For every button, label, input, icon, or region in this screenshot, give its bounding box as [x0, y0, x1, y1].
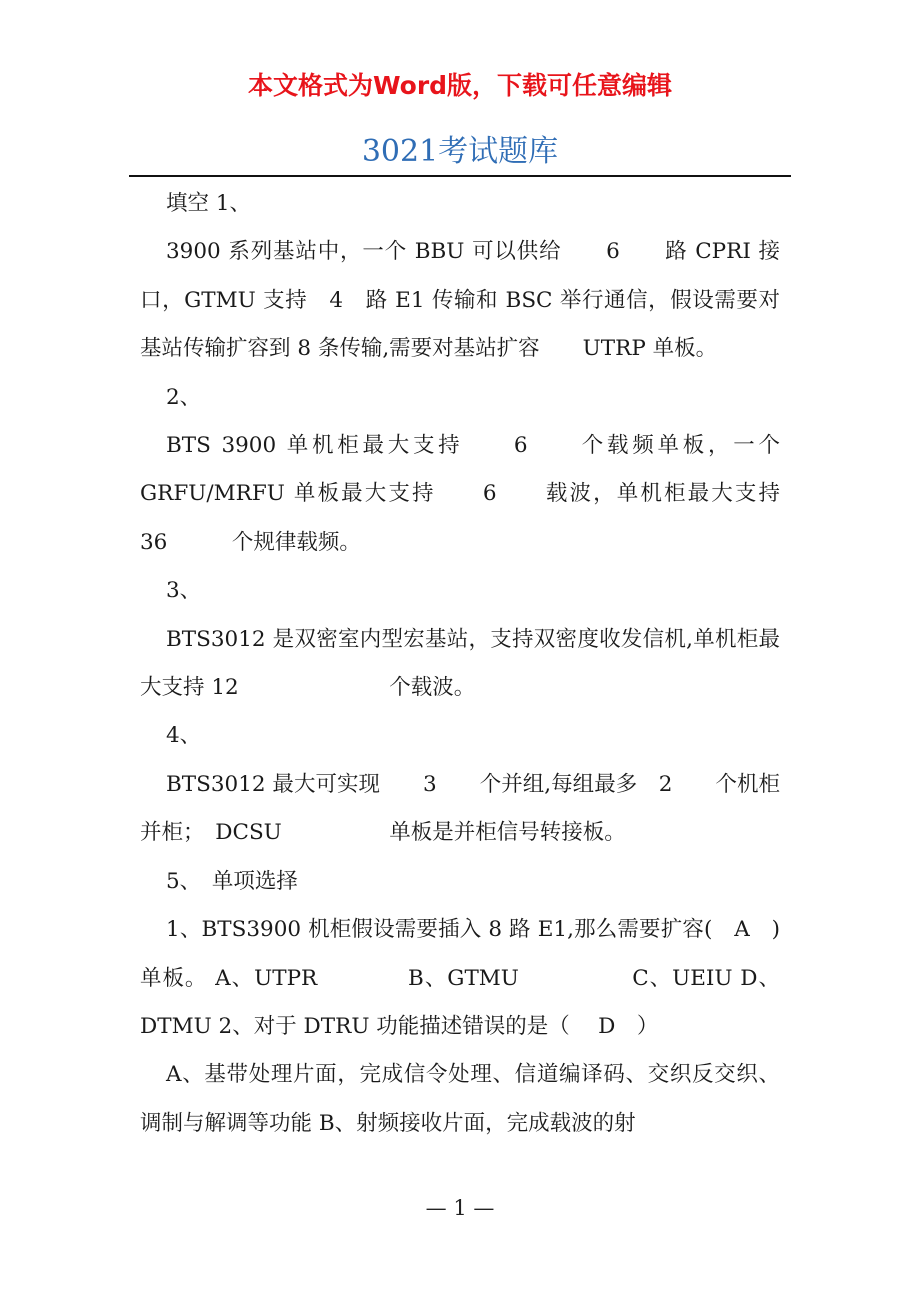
paragraph: 2、	[166, 384, 202, 410]
document-title: 3021考试题库	[361, 134, 559, 169]
paragraph: BTS3012 最大可实现 3 个并组,每组最多 2 个机柜并柜； DCSU 单板是并柜信号转接板。	[140, 771, 780, 846]
paragraph: 4、	[166, 723, 202, 749]
paragraph: A、基带处理片面，完成信令处理、信道编译码、交织反交织、调制与解调等功能 B、射频接收片面，完成载波的射	[140, 1062, 780, 1136]
paragraph: 5、 单项选择	[166, 868, 298, 894]
paragraph: 1、BTS3900 机柜假设需要插入 8 路 E1,那么需要扩容( A )单板。 A、UTPR B、GTMU C、UEIU D、DTMU 2、对于 DTRU 功能描述错误的是（ D ）	[140, 917, 780, 1039]
paragraph: BTS3012 是双密室内型宏基站，支持双密度收发信机,单机柜最大支持 12 个载波。	[140, 626, 780, 701]
paragraph: 3900 系列基站中，一个 BBU 可以供给 6 路 CPRI 接口，GTMU 支持 4 路 E1 传输和 BSC 举行通信，假设需要对基站传输扩容到 8 条传输,需要对基站扩容 UTRP 单板。	[140, 239, 780, 362]
paragraph: BTS 3900 单机柜最大支持 6 个载频单板，一个 GRFU/MRFU 单板最大支持 6 载波，单机柜最大支持 36 个规律载频。	[140, 433, 809, 555]
download-banner: 本文格式为Word版，下载可任意编辑	[247, 71, 673, 100]
paragraph: 3、	[166, 578, 202, 604]
page-number: — 1 —	[425, 1196, 495, 1220]
header-rule	[129, 175, 791, 177]
paragraph: 填空 1、	[166, 191, 252, 216]
document-body	[140, 180, 809, 1148]
